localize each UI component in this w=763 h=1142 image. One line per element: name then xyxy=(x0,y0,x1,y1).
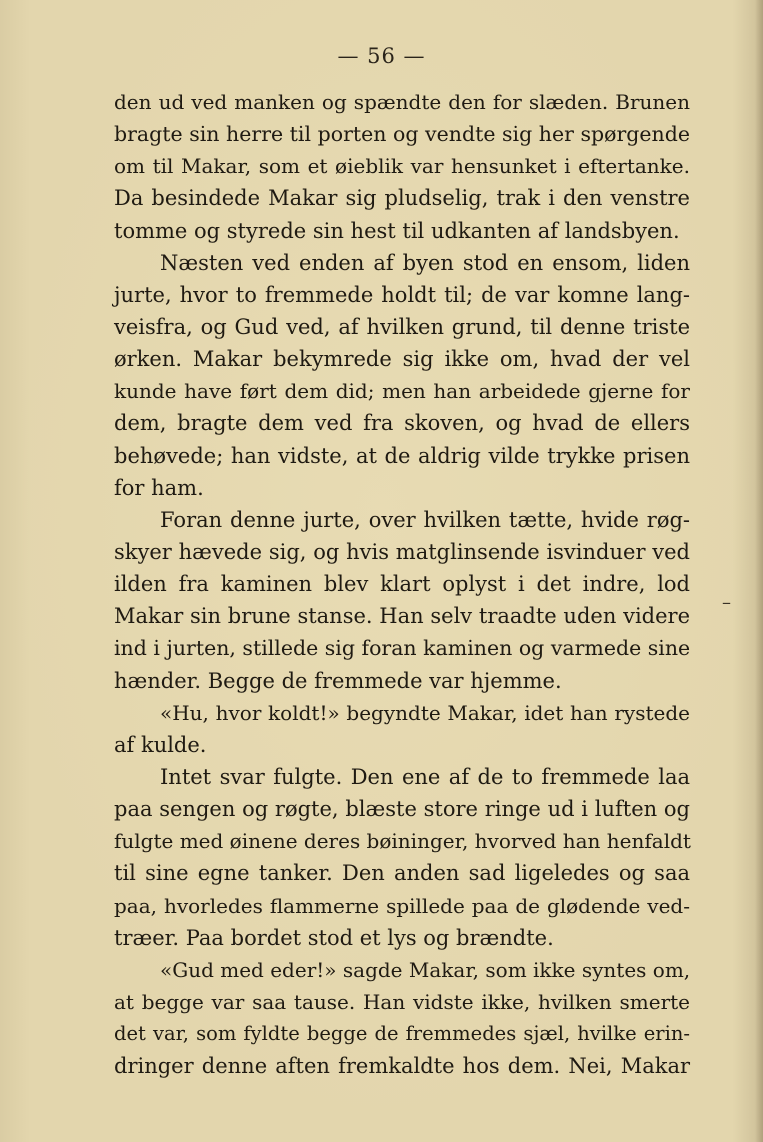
text-line: for ham. xyxy=(114,475,204,500)
text-line: dem, bragte dem ved fra skoven, og hvad de ellers xyxy=(114,411,690,436)
text-line: Da besindede Makar sig pludselig, trak i den venstre xyxy=(114,186,690,211)
text-line: hænder. Begge de fremmede var hjemme. xyxy=(114,668,562,693)
text-line: paa sengen og røgte, blæste store ringe ud i luften og xyxy=(114,797,690,822)
text-line: træer. Paa bordet stod et lys og brændte. xyxy=(114,925,554,950)
text-line: at begge var saa tause. Han vidste ikke, hvilken smerte xyxy=(114,989,690,1014)
text-line: behøvede; han vidste, at de aldrig vilde trykke prisen xyxy=(114,443,690,468)
text-line: skyer hævede sig, og hvis matglinsende isvinduer ved xyxy=(114,539,690,564)
text-line: af kulde. xyxy=(114,732,207,757)
text-line: tomme og styrede sin hest til udkanten af landsbyen. xyxy=(114,218,680,243)
text-line: Intet svar fulgte. Den ene af de to fremmede laa xyxy=(160,764,690,789)
body-text xyxy=(114,86,690,1082)
text-line: det var, som fyldte begge de fremmedes sjæl, hvilke erin- xyxy=(114,1022,690,1046)
text-line: ind i jurten, stillede sig foran kaminen og varmede sine xyxy=(114,636,691,661)
text-line: Foran denne jurte, over hvilken tætte, hvide røg- xyxy=(160,507,690,532)
text-line: ilden fra kaminen blev klart oplyst i det indre, lod xyxy=(114,572,690,597)
text-line: jurte, hvor to fremmede holdt til; de var komne lang- xyxy=(114,282,690,307)
margin-mark: – xyxy=(722,592,731,613)
page-edge-shadow xyxy=(755,0,763,1142)
text-line: paa, hvorledes flammerne spillede paa de glødende ved- xyxy=(114,893,690,918)
text-line: om til Makar, som et øieblik var hensunket i eftertanke. xyxy=(114,154,690,179)
text-line: ørken. Makar bekymrede sig ikke om, hvad der vel xyxy=(114,347,690,372)
text-line: den ud ved manken og spændte den for slæden. Brunen xyxy=(114,90,690,114)
text-line: kunde have ført dem did; men han arbeidede gjerne for xyxy=(114,379,690,404)
text-line: bragte sin herre til porten og vendte sig her spørgende xyxy=(114,122,690,147)
page-number: — 56 — xyxy=(337,44,426,68)
text-line: Næsten ved enden af byen stod en ensom, liden xyxy=(160,250,690,275)
text-line: dringer denne aften fremkaldte hos dem. Nei, Makar xyxy=(114,1054,690,1079)
text-line: fulgte med øinene deres bøininger, hvorved han henfaldt xyxy=(114,829,691,854)
text-line: til sine egne tanker. Den anden sad ligeledes og saa xyxy=(114,861,690,886)
text-line: Makar sin brune stanse. Han selv traadte uden videre xyxy=(114,604,690,629)
text-line: «Gud med eder!» sagde Makar, som ikke syntes om, xyxy=(160,957,691,982)
text-line: «Hu, hvor koldt!» begyndte Makar, idet han rystede xyxy=(160,700,690,725)
text-line: veisfra, og Gud ved, af hvilken grund, til denne triste xyxy=(114,314,690,339)
